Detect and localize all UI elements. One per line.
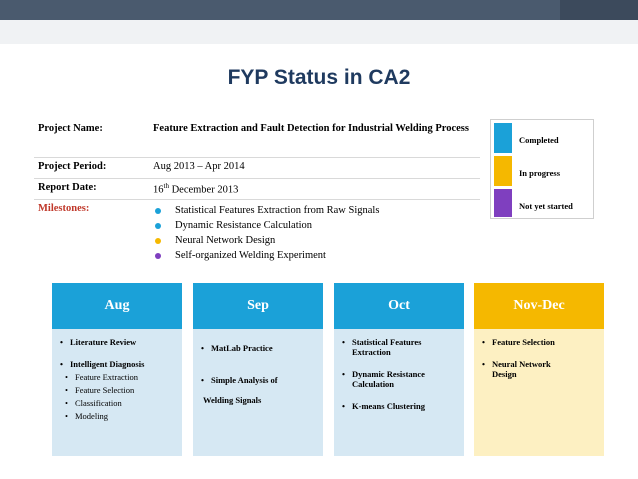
- status-dot-not-started: [155, 253, 161, 259]
- milestone-text: Dynamic Resistance Calculation: [175, 220, 313, 231]
- report-date-rest: December 2013: [168, 184, 239, 196]
- card-oct: [334, 283, 464, 456]
- legend-label-in-progress: In progress: [519, 168, 561, 178]
- top-bar-accent: [0, 0, 560, 20]
- status-dot-completed: [155, 208, 161, 214]
- card-item-continuation: Welding Signals: [203, 395, 262, 405]
- card-nov-dec: [474, 283, 604, 456]
- milestone-list: [153, 203, 476, 263]
- card-aug: [52, 283, 182, 456]
- card-aug-title: Aug: [52, 283, 182, 329]
- card-sep-body: [193, 329, 323, 456]
- milestone-item: [153, 248, 476, 263]
- card-item: • Simple Analysis of: [201, 375, 278, 385]
- milestones-label: Milestones:: [38, 203, 90, 214]
- card-item: • MatLab Practice: [201, 343, 273, 353]
- status-dot-completed: [155, 223, 161, 229]
- card-oct-body: [334, 329, 464, 456]
- project-period-label: Project Period:: [38, 161, 107, 172]
- report-date-row: [34, 179, 480, 200]
- legend-label-completed: Completed: [519, 135, 559, 145]
- card-sep: [193, 283, 323, 456]
- top-bar: [0, 0, 638, 20]
- card-item: • Neural Network Design: [482, 359, 551, 379]
- card-item: • Literature Review: [60, 337, 137, 347]
- milestone-item: [153, 203, 476, 218]
- legend-swatch-completed: [494, 123, 512, 153]
- project-period-value: Aug 2013 – Apr 2014: [153, 161, 245, 172]
- status-dot-in-progress: [155, 238, 161, 244]
- card-sep-title: Sep: [193, 283, 323, 329]
- milestones-value: [149, 200, 480, 266]
- page-title: FYP Status in CA2: [227, 66, 411, 89]
- card-nov-dec-title: Nov-Dec: [474, 283, 604, 329]
- card-subitem: • Feature Selection: [65, 385, 135, 395]
- card-item: • K-means Clustering: [342, 401, 425, 411]
- card-item: • Statistical Features Extraction: [342, 337, 422, 357]
- project-name-row: [34, 120, 480, 158]
- milestone-item: [153, 233, 476, 248]
- status-legend: [490, 119, 594, 219]
- project-period-row: [34, 158, 480, 179]
- card-item: • Dynamic Resistance Calculation: [342, 369, 425, 389]
- card-aug-body: [52, 329, 182, 456]
- milestone-text: Neural Network Design: [175, 235, 276, 246]
- milestones-row: [34, 200, 480, 266]
- milestone-item: [153, 218, 476, 233]
- card-subitem: • Classification: [65, 398, 122, 408]
- top-band: [0, 20, 638, 44]
- card-subitem: • Feature Extraction: [65, 372, 139, 382]
- report-date-day: 16: [153, 184, 164, 196]
- milestone-text: Statistical Features Extraction from Raw Signals: [175, 205, 380, 216]
- card-nov-dec-body: [474, 329, 604, 456]
- card-subitem: • Modeling: [65, 411, 109, 421]
- card-item: • Feature Selection: [482, 337, 555, 347]
- project-name-label: Project Name:: [38, 123, 103, 134]
- legend-swatch-in-progress: [494, 156, 512, 186]
- report-date-suffix: th: [163, 182, 169, 190]
- legend-label-not-started: Not yet started: [519, 201, 573, 211]
- card-oct-title: Oct: [334, 283, 464, 329]
- project-info-table: [34, 120, 480, 266]
- report-date-value: [149, 179, 480, 199]
- project-name-value: Feature Extraction and Fault Detection for Industrial Welding Process: [153, 123, 469, 134]
- milestone-text: Self-organized Welding Experiment: [175, 250, 326, 261]
- report-date-label: Report Date:: [38, 182, 97, 193]
- card-item: • Intelligent Diagnosis: [60, 359, 145, 369]
- legend-swatch-not-started: [494, 189, 512, 217]
